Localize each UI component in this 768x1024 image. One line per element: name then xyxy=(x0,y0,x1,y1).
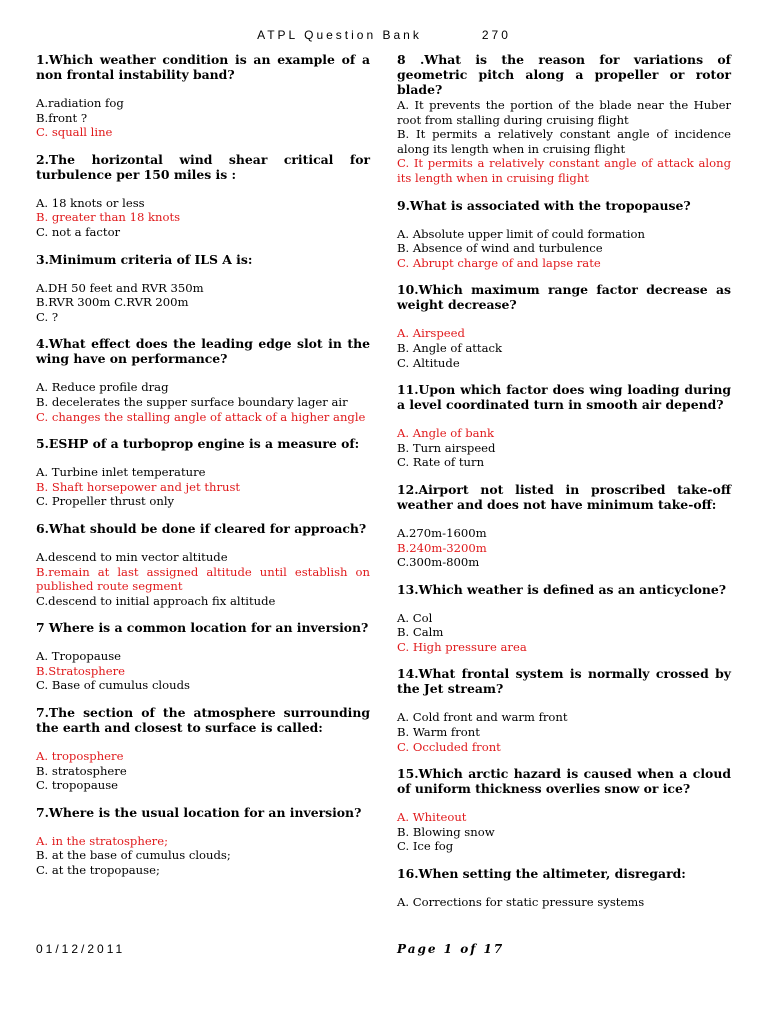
question-block xyxy=(36,805,370,878)
question-block xyxy=(36,436,370,509)
right-column xyxy=(397,52,731,922)
answer-option-correct: B.240m-3200m xyxy=(397,540,487,555)
answer-option: A.DH 50 feet and RVR 350m xyxy=(36,280,204,295)
answer-option: A.270m-1600m xyxy=(397,525,487,540)
question-title: 9.What is associated with the tropopause? xyxy=(397,197,691,213)
page-header xyxy=(0,28,768,42)
answer-option: C. ? xyxy=(36,309,59,324)
question-block xyxy=(397,382,731,470)
answer-option: A.radiation fog xyxy=(36,96,124,110)
question-title: 5.ESHP of a turboprop engine is a measure of: xyxy=(36,436,360,452)
answer-option: C. Ice fog xyxy=(397,839,454,854)
answer-option: A. Reduce profile drag xyxy=(36,380,169,395)
question-block xyxy=(36,521,370,608)
answer-option: B. Angle of attack xyxy=(397,340,503,355)
answer-option: C. Propeller thrust only xyxy=(36,494,175,509)
answer-option: A. It prevents the portion of the blade near the Huber root from stalling during cruising flight xyxy=(397,98,731,127)
question-title: 7 Where is a common location for an inversion? xyxy=(36,620,369,636)
question-block xyxy=(397,766,731,854)
question-block xyxy=(397,666,731,754)
header-number: 270 xyxy=(481,28,511,42)
answer-option: A.descend to min vector altitude xyxy=(36,549,228,564)
question-block xyxy=(397,582,731,655)
question-block xyxy=(36,252,370,325)
question-block xyxy=(397,866,731,910)
answer-option-correct: A. Airspeed xyxy=(397,326,465,341)
answer-option-correct: C. Abrupt charge of and lapse rate xyxy=(397,255,601,270)
question-title: 2.The horizontal wind shear critical for turbulence per 150 miles is : xyxy=(36,151,370,182)
answer-option: C. at the tropopause; xyxy=(36,863,160,878)
question-title: 7.Where is the usual location for an inversion? xyxy=(36,804,362,820)
answer-option: C. not a factor xyxy=(36,224,121,239)
answer-option: A. Absolute upper limit of could formation xyxy=(397,226,645,241)
answer-option: C.descend to initial approach fix altitude xyxy=(36,593,276,608)
header-title: ATPL Question Bank xyxy=(257,28,422,42)
answer-option: B. Turn airspeed xyxy=(397,440,496,455)
answer-option: C. Altitude xyxy=(397,355,460,370)
question-title: 4.What effect does the leading edge slot in the wing have on performance? xyxy=(36,336,370,367)
answer-option: B. It permits a relatively constant angle of incidence along its length when in cruising flight xyxy=(397,127,731,156)
answer-option: A. Cold front and warm front xyxy=(397,710,568,725)
answer-option: A. 18 knots or less xyxy=(36,195,145,210)
answer-option: C. Rate of turn xyxy=(397,455,485,470)
question-block xyxy=(397,482,731,570)
answer-option: B. Absence of wind and turbulence xyxy=(397,241,603,256)
question-title: 1.Which weather condition is an example of a non frontal instability band? xyxy=(36,52,370,82)
answer-option: A. Tropopause xyxy=(36,649,122,664)
answer-option-correct: A. Angle of bank xyxy=(397,426,495,441)
answer-option-correct: C. It permits a relatively constant angle of attack along its length when in cruising flight xyxy=(397,156,731,185)
answer-option: B. decelerates the supper surface boundary lager air xyxy=(36,394,348,409)
answer-option: B. Warm front xyxy=(397,725,480,740)
question-title: 7.The section of the atmosphere surrounding the earth and closest to surface is called: xyxy=(36,705,370,736)
footer-date: 01/12/2011 xyxy=(36,942,126,956)
answer-option: B. stratosphere xyxy=(36,763,127,778)
answer-option: A. Turbine inlet temperature xyxy=(36,465,206,480)
question-block xyxy=(36,52,370,140)
answer-option: C. Base of cumulus clouds xyxy=(36,678,190,693)
question-title: 3.Minimum criteria of ILS A is: xyxy=(36,251,253,267)
question-block xyxy=(36,152,370,240)
answer-option-correct: A. in the stratosphere; xyxy=(36,833,168,848)
answer-option-correct: A. Whiteout xyxy=(397,810,467,825)
answer-option: B.front ? xyxy=(36,110,88,125)
answer-option: A. Corrections for static pressure systems xyxy=(397,895,645,910)
answer-option-correct: A. troposphere xyxy=(36,749,124,764)
answer-option-correct: B.remain at last assigned altitude until establish on published route segment xyxy=(36,564,370,594)
answer-option: A. Col xyxy=(397,610,433,625)
question-title: 16.When setting the altimeter, disregard: xyxy=(397,866,686,882)
question-title: 15.Which arctic hazard is caused when a cloud of uniform thickness overlies snow or ice? xyxy=(397,766,731,797)
answer-option: B. at the base of cumulus clouds; xyxy=(36,848,231,863)
question-title: 6.What should be done if cleared for approach? xyxy=(36,520,367,536)
question-title: 13.Which weather is defined as an anticyclone? xyxy=(397,581,727,597)
question-title: 14.What frontal system is normally crossed by the Jet stream? xyxy=(397,666,731,697)
answer-option-correct: C. squall line xyxy=(36,125,113,140)
answer-option: C. tropopause xyxy=(36,778,119,793)
question-block xyxy=(397,198,731,271)
answer-option: B.RVR 300m C.RVR 200m xyxy=(36,295,189,310)
answer-option-correct: B. greater than 18 knots xyxy=(36,210,181,225)
answer-option: B. Blowing snow xyxy=(397,824,495,839)
answer-option-correct: B.Stratosphere xyxy=(36,663,126,678)
question-block xyxy=(397,282,731,370)
answer-option: C.300m-800m xyxy=(397,555,480,570)
answer-option-correct: B. Shaft horsepower and jet thrust xyxy=(36,479,241,494)
question-title: 8 .What is the reason for variations of geometric pitch along a propeller or rotor blade? xyxy=(397,52,731,97)
answer-option-correct: C. High pressure area xyxy=(397,639,527,654)
question-block xyxy=(397,52,731,186)
question-title: 11.Upon which factor does wing loading during a level coordinated turn in smooth air depend? xyxy=(397,382,731,413)
answer-option: B. Calm xyxy=(397,625,444,640)
question-title: 12.Airport not listed in proscribed take-off weather and does not have minimum take-off: xyxy=(397,481,731,512)
question-title: 10.Which maximum range factor decrease as weight decrease? xyxy=(397,282,731,313)
footer-page-number: Page 1 of 17 xyxy=(397,942,505,956)
question-block xyxy=(36,620,370,693)
answer-option-correct: C. Occluded front xyxy=(397,739,501,754)
question-block xyxy=(36,705,370,793)
left-column xyxy=(36,52,370,890)
answer-option-correct: C. changes the stalling angle of attack of a higher angle xyxy=(36,409,366,424)
question-block xyxy=(36,336,370,424)
